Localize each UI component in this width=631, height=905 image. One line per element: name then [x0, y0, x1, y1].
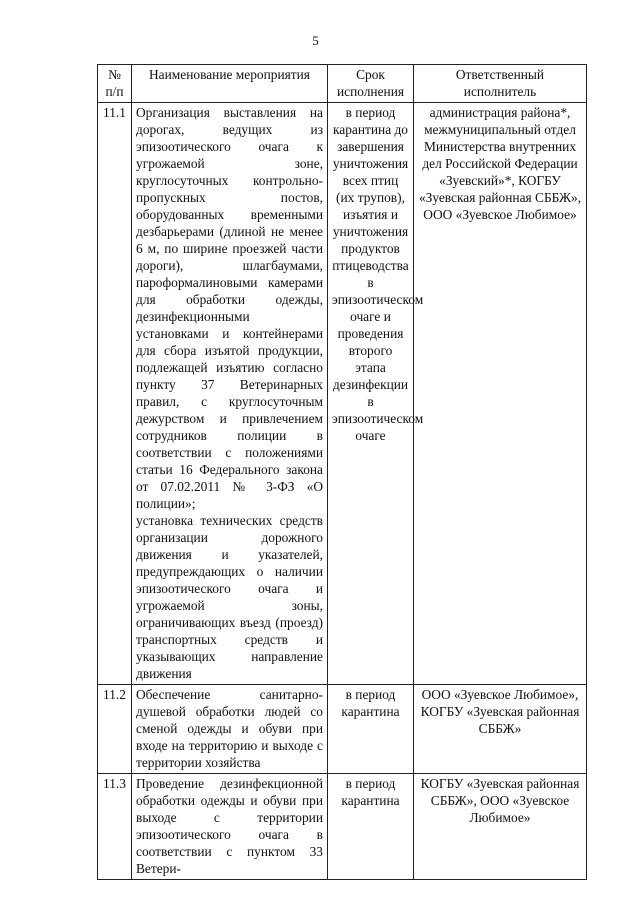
page-number: 5 [312, 33, 319, 48]
row-event: Организация выставления на дорогах, ведущих из эпизоотического очага к угрожаемой зоне, круглосуточных контрольно-пропускных постов, оборудованных временными дезбарьерами (длиной не менее 6 м, по ширине проезжей части дороги), шлагбаумами, пароформалиновыми камерами для обработки одежды, дезинфекционными установками и контейнерами для сбора изъятой продукции, подлежащей изъятию согласно пункту 37 Ветеринарных правил, с круглосуточным дежурством и привлечением сотрудников полиции в соответствии с положениями статьи 16 Федерального закона от 07.02.2011 № 3-ФЗ «О полиции»; установка технических средств организации дорожного движения и указателей, предупреждающих о наличии эпизоотического очага и угрожаемой зоны, ограничивающих въезд (проезд) транспортных средств и указывающих направление движения [132, 103, 328, 685]
row-term: в период карантина [328, 685, 414, 774]
header-event: Наименование мероприятия [132, 65, 328, 103]
header-num: № п/п [98, 65, 132, 103]
row-term: в период карантина [328, 774, 414, 880]
header-term: Срок исполнения [328, 65, 414, 103]
row-num: 11.1 [98, 103, 132, 685]
row-responsible: ООО «Зуевское Любимое», КОГБУ «Зуевская районная СББЖ» [414, 685, 587, 774]
table-row [98, 103, 587, 685]
row-num: 11.3 [98, 774, 132, 880]
row-term: в период карантина до завершения уничтожения всех птиц (их трупов), изъятия и уничтожения продуктов птицеводства в эпизоотическом очаге и проведения второго этапа дезинфекции в эпизоотическом очаге [328, 103, 414, 685]
row-responsible: КОГБУ «Зуевская районная СББЖ», ООО «Зуевское Любимое» [414, 774, 587, 880]
row-event: Проведение дезинфекционной обработки одежды и обуви при выходе с территории эпизоотического очага в соответствии с пунктом 33 Ветери- [132, 774, 328, 880]
row-responsible: администрация района*, межмуниципальный отдел Министерства внутренних дел Российской Федерации «Зуевский»*, КОГБУ «Зуевская районная СББЖ», ООО «Зуевское Любимое» [414, 103, 587, 685]
table-row [98, 685, 587, 774]
row-event: Обеспечение санитарно-душевой обработки людей со сменой одежды и обуви при входе на территорию и выходе с территории хозяйства [132, 685, 328, 774]
row-num: 11.2 [98, 685, 132, 774]
table-row [98, 774, 587, 880]
header-responsible: Ответственный исполнитель [414, 65, 587, 103]
measures-table [97, 64, 587, 880]
table-header-row [98, 65, 587, 103]
